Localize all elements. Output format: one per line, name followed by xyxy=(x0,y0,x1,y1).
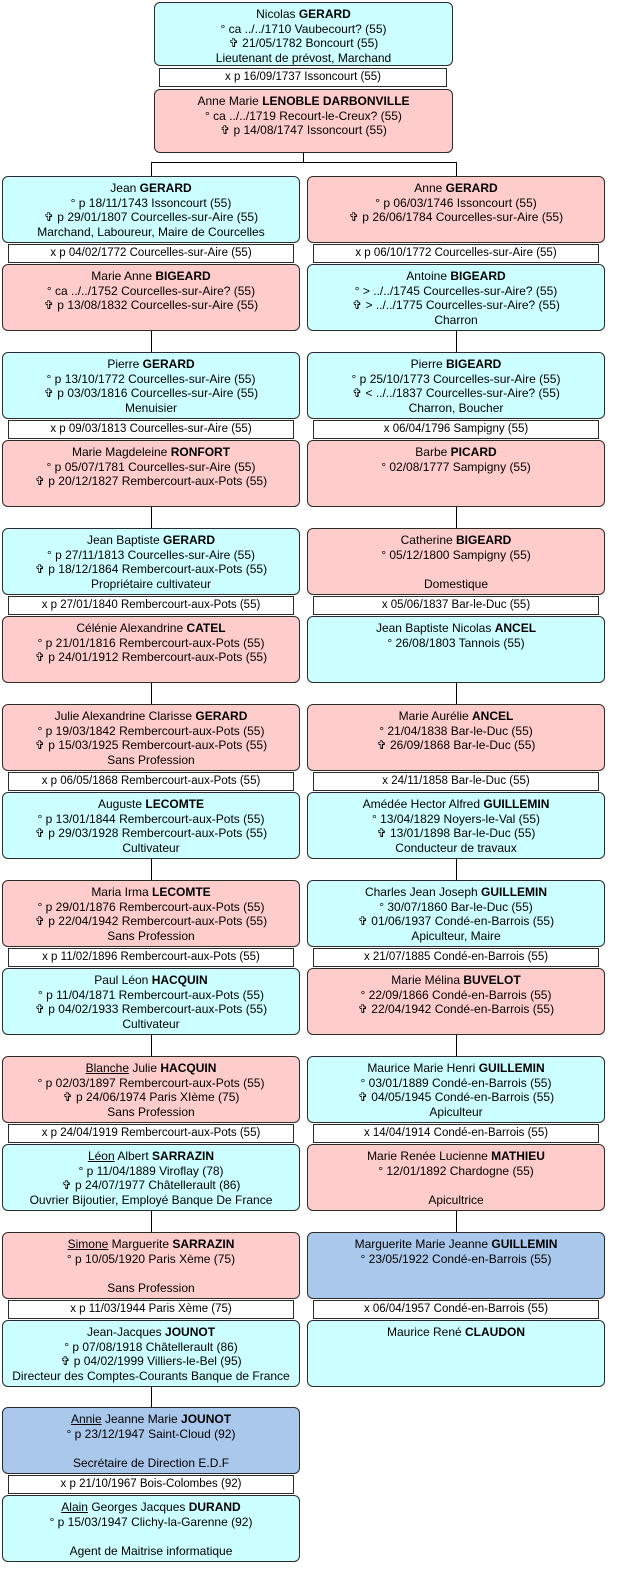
given-name-usual: Annie xyxy=(70,1412,102,1426)
person-detail xyxy=(308,1178,604,1193)
given-name: Catherine xyxy=(400,533,453,547)
person-name xyxy=(3,1237,299,1252)
person-name xyxy=(308,1061,604,1076)
surname: CATEL xyxy=(186,621,226,635)
person-detail: Apicultrice xyxy=(428,1192,484,1207)
person-name xyxy=(155,7,452,22)
marriage-label: x p 06/05/1868 Rembercourt-aux-Pots (55) xyxy=(8,772,294,791)
person-name xyxy=(308,181,604,196)
person-detail: ° p 02/03/1897 Rembercourt-aux-Pots (55) xyxy=(37,1075,265,1090)
person-detail: Secrétaire de Direction E.D.F xyxy=(72,1455,230,1470)
person-detail: ✞ p 20/12/1827 Rembercourt-aux-Pots (55) xyxy=(34,474,268,489)
person-detail: ✞ p 03/03/1816 Courcelles-sur-Aire (55) xyxy=(43,386,259,401)
person-detail: ✞ p 24/06/1974 Paris XIème (75) xyxy=(62,1090,240,1105)
marriage-label: x p 11/02/1896 Rembercourt-aux-Pots (55) xyxy=(8,948,294,967)
person-detail: ✞ p 04/02/1999 Villiers-le-Bel (95) xyxy=(60,1354,242,1369)
person-detail: ° p 21/01/1816 Rembercourt-aux-Pots (55) xyxy=(37,635,265,650)
person-detail: ° p 15/03/1947 Clichy-la-Garenne (92) xyxy=(49,1514,253,1529)
person-detail: ✞ 22/04/1942 Condé-en-Barrois (55) xyxy=(357,1002,555,1017)
surname: PICARD xyxy=(450,445,497,459)
person-name xyxy=(155,94,452,109)
given-name: Marie Anne xyxy=(91,269,152,283)
surname: SARRAZIN xyxy=(172,1237,235,1251)
given-name: Pierre xyxy=(410,357,443,371)
person-box[interactable] xyxy=(2,1144,300,1211)
person-name xyxy=(308,709,604,724)
person-detail: ✞ p 18/12/1864 Rembercourt-aux-Pots (55) xyxy=(34,562,268,577)
connector-line xyxy=(151,1035,152,1056)
person-detail: ° 23/05/1922 Condé-en-Barrois (55) xyxy=(360,1251,552,1266)
person-detail: ✞ p 15/03/1925 Rembercourt-aux-Pots (55) xyxy=(34,738,268,753)
person-name xyxy=(308,269,604,284)
marriage-label: x 24/11/1858 Bar-le-Duc (55) xyxy=(313,772,599,791)
given-name: Albert xyxy=(117,1149,149,1163)
person-name xyxy=(3,1412,299,1427)
person-detail: ✞ p 14/08/1747 Issoncourt (55) xyxy=(220,123,387,138)
person-detail: ✞ 21/05/1782 Boncourt (55) xyxy=(228,36,379,51)
person-detail: Conducteur de travaux xyxy=(395,840,517,855)
person-detail xyxy=(3,1266,299,1281)
given-name: Pierre xyxy=(107,357,140,371)
marriage-label: x 21/07/1885 Condé-en-Barrois (55) xyxy=(313,948,599,967)
person-box[interactable] xyxy=(2,1232,300,1299)
surname: BIGEARD xyxy=(446,357,502,371)
person-detail: Domestique xyxy=(423,576,489,591)
given-name: Célénie Alexandrine xyxy=(76,621,184,635)
person-detail: Ouvrier Bijoutier, Employé Banque De France xyxy=(29,1192,273,1207)
person-box[interactable] xyxy=(2,616,300,683)
surname: HACQUIN xyxy=(151,973,208,987)
person-name xyxy=(3,357,299,372)
surname: GERARD xyxy=(445,181,498,195)
person-box[interactable] xyxy=(2,440,300,507)
connector-line xyxy=(456,1035,457,1056)
person-box[interactable] xyxy=(2,880,300,947)
person-detail: ✞ p 24/01/1912 Rembercourt-aux-Pots (55) xyxy=(34,650,268,665)
person-name xyxy=(308,973,604,988)
surname: GERARD xyxy=(195,709,248,723)
person-detail: Sans Profession xyxy=(107,752,195,767)
person-detail: ° 02/08/1777 Sampigny (55) xyxy=(381,459,531,474)
connector-line xyxy=(151,683,152,704)
surname: LENOBLE DARBONVILLE xyxy=(262,94,410,108)
connector-line xyxy=(456,507,457,528)
connector-line xyxy=(456,1211,457,1232)
person-box[interactable] xyxy=(307,880,605,947)
surname: BIGEARD xyxy=(456,533,512,547)
marriage-label: x 05/06/1837 Bar-le-Duc (55) xyxy=(313,596,599,615)
connector-line xyxy=(303,153,304,162)
person-box[interactable] xyxy=(2,704,300,771)
person-detail: Agent de Maitrise informatique xyxy=(69,1543,233,1558)
given-name: Maurice Marie Henri xyxy=(367,1061,476,1075)
person-detail: ✞ 01/06/1937 Condé-en-Barrois (55) xyxy=(357,914,555,929)
person-detail: ✞ p 22/04/1942 Rembercourt-aux-Pots (55) xyxy=(34,914,268,929)
person-detail: ° p 29/01/1876 Rembercourt-aux-Pots (55) xyxy=(37,899,265,914)
person-detail: ✞ p 26/06/1784 Courcelles-sur-Aire (55) xyxy=(348,210,564,225)
person-detail: ° 13/04/1829 Noyers-le-Val (55) xyxy=(372,811,540,826)
given-name: Marguerite xyxy=(111,1237,170,1251)
given-name: Auguste xyxy=(97,797,143,811)
surname: BUVELOT xyxy=(463,973,521,987)
marriage-label: x 06/04/1957 Condé-en-Barrois (55) xyxy=(313,1300,599,1319)
surname: BIGEARD xyxy=(450,269,506,283)
person-detail: ° 03/01/1889 Condé-en-Barrois (55) xyxy=(360,1075,552,1090)
given-name: Anne Marie xyxy=(197,94,259,108)
person-detail: ° p 23/12/1947 Saint-Cloud (92) xyxy=(66,1426,236,1441)
marriage-label: x p 09/03/1813 Courcelles-sur-Aire (55) xyxy=(8,420,294,439)
connector-line xyxy=(151,1211,152,1232)
given-name: Jean Baptiste Nicolas xyxy=(375,621,492,635)
person-detail: ° p 19/03/1842 Rembercourt-aux-Pots (55) xyxy=(37,723,265,738)
person-detail: ° 21/04/1838 Bar-le-Duc (55) xyxy=(379,723,533,738)
person-detail: Menuisier xyxy=(124,400,178,415)
person-box[interactable] xyxy=(307,616,605,683)
surname: GUILLEMIN xyxy=(483,797,550,811)
given-name: Jean-Jacques xyxy=(86,1325,162,1339)
surname: GUILLEMIN xyxy=(481,885,548,899)
person-detail: ° > ../../1745 Courcelles-sur-Aire? (55) xyxy=(354,283,558,298)
person-detail: Propriétaire cultivateur xyxy=(90,576,212,591)
surname: JOUNOT xyxy=(165,1325,216,1339)
surname: JOUNOT xyxy=(181,1412,232,1426)
person-box[interactable] xyxy=(2,264,300,331)
surname: SARRAZIN xyxy=(152,1149,215,1163)
person-detail: Sans Profession xyxy=(107,1280,195,1295)
surname: GERARD xyxy=(298,7,351,21)
person-detail: ✞ < ../../1837 Courcelles-sur-Aire? (55) xyxy=(352,386,560,401)
person-detail: ° 12/01/1892 Chardogne (55) xyxy=(378,1163,534,1178)
person-detail: ✞ > ../../1775 Courcelles-sur-Aire? (55) xyxy=(352,298,560,313)
surname: BIGEARD xyxy=(155,269,211,283)
connector-line xyxy=(456,683,457,704)
person-name xyxy=(3,269,299,284)
given-name: Paul Léon xyxy=(94,973,149,987)
person-box[interactable] xyxy=(307,1232,605,1299)
connector-line xyxy=(151,162,152,176)
person-detail: Charron xyxy=(434,312,478,327)
marriage-label: x p 06/10/1772 Courcelles-sur-Aire (55) xyxy=(313,244,599,263)
person-box[interactable] xyxy=(2,1495,300,1562)
person-detail: Sans Profession xyxy=(107,1104,195,1119)
person-detail xyxy=(3,1441,299,1456)
connector-line xyxy=(456,331,457,352)
person-detail: ° p 13/01/1844 Rembercourt-aux-Pots (55) xyxy=(37,811,265,826)
person-name xyxy=(3,1500,299,1515)
person-detail: ° p 10/05/1920 Paris Xème (75) xyxy=(66,1251,236,1266)
given-name: Amédée Hector Alfred xyxy=(362,797,481,811)
given-name: Nicolas xyxy=(256,7,296,21)
person-box[interactable] xyxy=(307,264,605,331)
given-name: Jean xyxy=(110,181,137,195)
person-box[interactable] xyxy=(307,792,605,859)
surname: HACQUIN xyxy=(160,1061,217,1075)
person-name xyxy=(308,533,604,548)
person-detail: ° 05/12/1800 Sampigny (55) xyxy=(381,547,531,562)
person-name xyxy=(308,797,604,812)
person-detail: ° p 13/10/1772 Courcelles-sur-Aire (55) xyxy=(46,371,256,386)
person-box[interactable] xyxy=(307,968,605,1035)
person-detail: ° p 27/11/1813 Courcelles-sur-Aire (55) xyxy=(46,547,255,562)
person-detail: ° 22/09/1866 Condé-en-Barrois (55) xyxy=(360,987,552,1002)
person-detail: ° p 05/07/1781 Courcelles-sur-Aire (55) xyxy=(46,459,256,474)
surname: LECOMTE xyxy=(145,797,205,811)
person-name xyxy=(3,445,299,460)
given-name: Julie Alexandrine Clarisse xyxy=(54,709,193,723)
given-name-usual: Léon xyxy=(87,1149,115,1163)
person-detail: ✞ p 13/08/1832 Courcelles-sur-Aire (55) xyxy=(43,298,259,313)
marriage-label: x p 16/09/1737 Issoncourt (55) xyxy=(159,68,447,87)
person-box[interactable] xyxy=(307,528,605,595)
person-detail: Apiculteur, Maire xyxy=(411,928,501,943)
given-name-usual: Simone xyxy=(67,1237,109,1251)
given-name: Charles Jean Joseph xyxy=(364,885,478,899)
person-box[interactable] xyxy=(2,792,300,859)
person-detail: Charron, Boucher xyxy=(408,400,504,415)
surname: ANCEL xyxy=(472,709,514,723)
person-box[interactable] xyxy=(307,1320,605,1387)
person-box[interactable] xyxy=(307,704,605,771)
person-detail: ✞ p 04/02/1933 Rembercourt-aux-Pots (55) xyxy=(34,1002,268,1017)
person-detail xyxy=(308,562,604,577)
connector-line xyxy=(151,859,152,880)
person-detail: ✞ 04/05/1945 Condé-en-Barrois (55) xyxy=(357,1090,555,1105)
person-name xyxy=(308,621,604,636)
surname: ANCEL xyxy=(494,621,537,635)
surname: RONFORT xyxy=(170,445,231,459)
given-name: Georges Jacques xyxy=(91,1500,186,1514)
person-detail: Sans Profession xyxy=(107,928,195,943)
person-detail: ° ca ../../1719 Recourt-le-Creux? (55) xyxy=(205,108,402,123)
person-detail xyxy=(3,1529,299,1544)
surname: GUILLEMIN xyxy=(478,1061,545,1075)
person-box[interactable] xyxy=(154,89,453,153)
connector-line xyxy=(456,162,457,176)
given-name: Jean Baptiste xyxy=(86,533,160,547)
person-box[interactable] xyxy=(2,968,300,1035)
person-name xyxy=(3,621,299,636)
person-detail: ✞ 26/09/1868 Bar-le-Duc (55) xyxy=(376,738,536,753)
person-name xyxy=(3,1061,299,1076)
person-name xyxy=(308,357,604,372)
person-box[interactable] xyxy=(307,440,605,507)
marriage-label: x 06/04/1796 Sampigny (55) xyxy=(313,420,599,439)
given-name: Anne xyxy=(414,181,443,195)
surname: MATHIEU xyxy=(491,1149,545,1163)
given-name: Marguerite Marie Jeanne xyxy=(354,1237,489,1251)
person-box[interactable] xyxy=(307,352,605,419)
person-box[interactable] xyxy=(2,528,300,595)
given-name: Marie Magdeleine xyxy=(71,445,168,459)
person-detail: Cultivateur xyxy=(122,1016,180,1031)
marriage-label: x p 11/03/1944 Paris Xème (75) xyxy=(8,1300,294,1319)
surname: LECOMTE xyxy=(152,885,211,899)
marriage-label: x p 04/02/1772 Courcelles-sur-Aire (55) xyxy=(8,244,294,263)
person-detail: ° 30/07/1860 Bar-le-Duc (55) xyxy=(379,899,533,914)
person-detail: ° ca ../../1752 Courcelles-sur-Aire? (55) xyxy=(46,283,256,298)
connector-line xyxy=(151,507,152,528)
person-detail: Lieutenant de prévost, Marchand xyxy=(215,50,392,65)
person-detail: Cultivateur xyxy=(122,840,180,855)
person-name xyxy=(308,445,604,460)
surname: GERARD xyxy=(139,181,192,195)
person-detail: ° 26/08/1803 Tannois (55) xyxy=(387,635,525,650)
person-detail: ° p 11/04/1871 Rembercourt-aux-Pots (55) xyxy=(37,987,265,1002)
person-name xyxy=(3,973,299,988)
person-name xyxy=(3,797,299,812)
given-name: Antoine xyxy=(406,269,447,283)
person-detail: Marchand, Laboureur, Maire de Courcelles xyxy=(37,224,265,239)
person-box[interactable] xyxy=(2,1407,300,1474)
person-name xyxy=(308,1325,604,1340)
given-name: Barbe xyxy=(415,445,448,459)
given-name-usual: Alain xyxy=(61,1500,88,1514)
marriage-label: x p 24/04/1919 Rembercourt-aux-Pots (55) xyxy=(8,1124,294,1143)
surname: DURAND xyxy=(188,1500,241,1514)
given-name-usual: Blanche xyxy=(85,1061,129,1075)
person-box[interactable] xyxy=(307,176,605,243)
connector-line xyxy=(456,859,457,880)
surname: GERARD xyxy=(163,533,216,547)
person-name xyxy=(308,1149,604,1164)
given-name: Marie Aurélie xyxy=(398,709,469,723)
person-name xyxy=(3,885,299,900)
person-box[interactable] xyxy=(307,1056,605,1123)
person-name xyxy=(308,1237,604,1252)
connector-line xyxy=(151,1387,152,1407)
marriage-label: x p 21/10/1967 Bois-Colombes (92) xyxy=(8,1475,294,1494)
person-detail: ° p 11/04/1889 Viroflay (78) xyxy=(78,1163,224,1178)
connector-line xyxy=(151,162,456,163)
person-name xyxy=(3,1149,299,1164)
person-box[interactable] xyxy=(154,2,453,66)
person-box[interactable] xyxy=(2,1320,300,1387)
person-detail: ° p 18/11/1743 Issoncourt (55) xyxy=(70,195,232,210)
person-name xyxy=(3,1325,299,1340)
marriage-label: x 14/04/1914 Condé-en-Barrois (55) xyxy=(313,1124,599,1143)
given-name: Marie Mélina xyxy=(391,973,460,987)
person-name xyxy=(3,709,299,724)
person-detail: Directeur des Comptes-Courants Banque de France xyxy=(12,1368,290,1383)
person-detail: ° p 06/03/1746 Issoncourt (55) xyxy=(375,195,537,210)
person-detail: ° ca ../../1710 Vaubecourt? (55) xyxy=(220,21,387,36)
person-box[interactable] xyxy=(307,1144,605,1211)
person-box[interactable] xyxy=(2,1056,300,1123)
person-name xyxy=(3,533,299,548)
given-name: Jeanne Marie xyxy=(104,1412,178,1426)
marriage-label: x p 27/01/1840 Rembercourt-aux-Pots (55) xyxy=(8,596,294,615)
person-box[interactable] xyxy=(2,176,300,243)
given-name: Maurice René xyxy=(386,1325,462,1339)
person-detail: ° p 25/10/1773 Courcelles-sur-Aire (55) xyxy=(351,371,561,386)
person-detail: Apiculteur xyxy=(429,1104,483,1119)
person-name xyxy=(308,885,604,900)
person-box[interactable] xyxy=(2,352,300,419)
given-name: Julie xyxy=(132,1061,158,1075)
given-name: Maria Irma xyxy=(91,885,149,899)
person-name xyxy=(3,181,299,196)
person-detail: ✞ p 24/07/1977 Châtellerault (86) xyxy=(61,1178,241,1193)
given-name: Marie Renée Lucienne xyxy=(367,1149,488,1163)
person-detail: ✞ p 29/01/1807 Courcelles-sur-Aire (55) xyxy=(43,210,259,225)
connector-line xyxy=(151,331,152,352)
person-detail: ° p 07/08/1918 Châtellerault (86) xyxy=(64,1339,238,1354)
person-detail: ✞ 13/01/1898 Bar-le-Duc (55) xyxy=(376,826,536,841)
surname: GUILLEMIN xyxy=(491,1237,558,1251)
surname: CLAUDON xyxy=(465,1325,526,1339)
surname: GERARD xyxy=(142,357,195,371)
person-detail: ✞ p 29/03/1928 Rembercourt-aux-Pots (55) xyxy=(34,826,268,841)
